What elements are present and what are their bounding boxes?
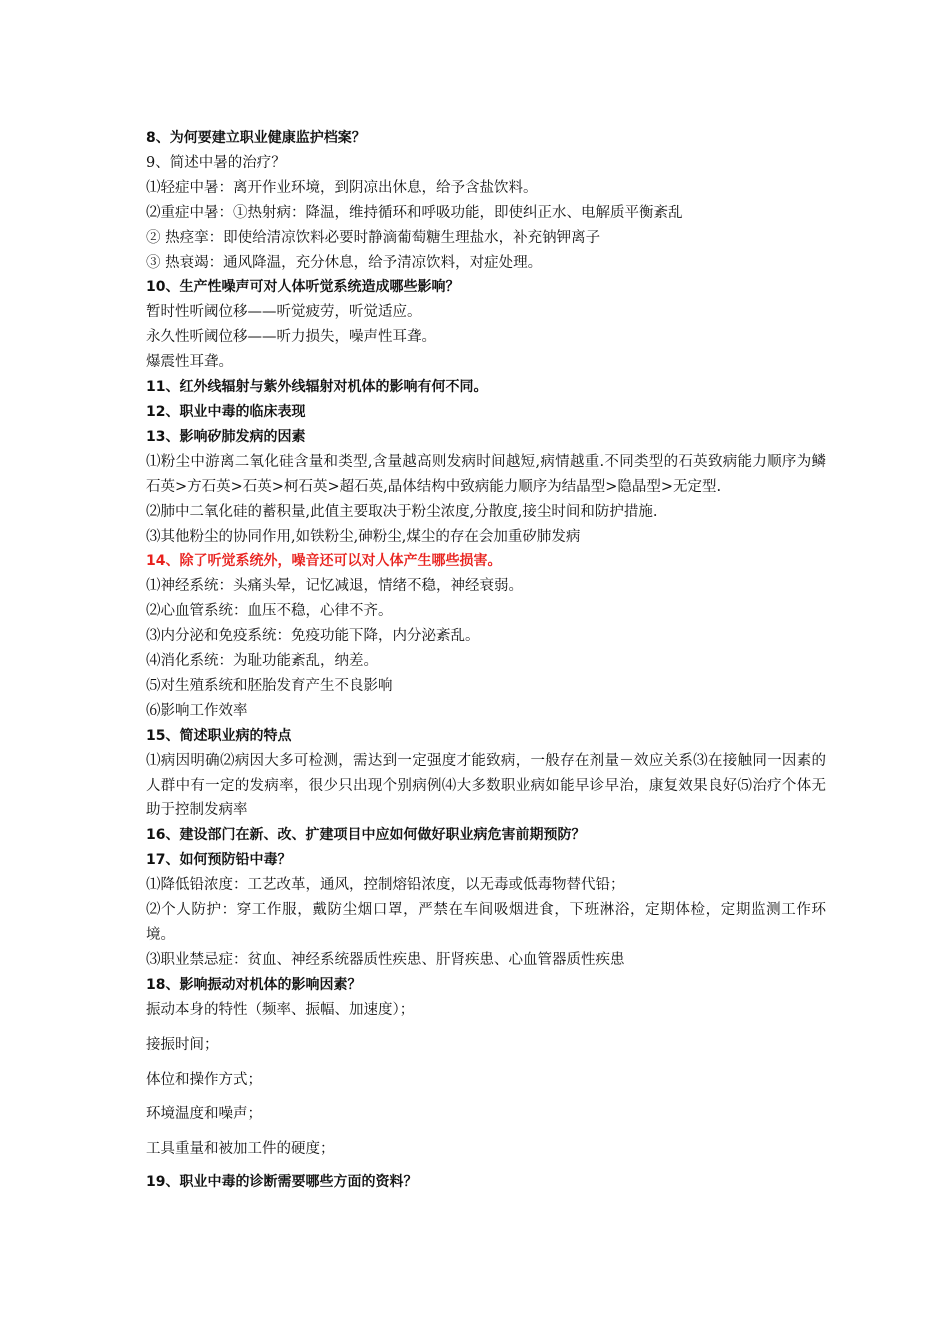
answer-line: ② 热痉挛：即使给清凉饮料必要时静滴葡萄糖生理盐水，补充钠钾离子 (146, 229, 601, 246)
answer-line: 永久性听阈位移——听力损失，噪声性耳聋。 (146, 329, 436, 346)
answer-line: ⑷消化系统：为耻功能紊乱，纳差。 (146, 653, 378, 670)
question-18: 18、影响振动对机体的影响因素？ (146, 976, 362, 993)
answer-line: ⑴降低铅浓度：工艺改革，通风，控制熔铅浓度，以无毒或低毒物替代铅； (146, 877, 625, 894)
answer-paragraph: ⑵个人防护：穿工作服，戴防尘烟口罩，严禁在车间吸烟进食，下班淋浴，定期体检，定期监测工作环境。 (146, 902, 826, 943)
answer-line: ⑵肺中二氧化硅的蓄积量,此值主要取决于粉尘浓度,分散度,接尘时间和防护措施. (146, 503, 658, 520)
answer-line: ⑴神经系统：头痛头晕，记忆减退，情绪不稳，神经衰弱。 (146, 578, 523, 595)
answer-line: 振动本身的特性（频率、振幅、加速度）； (146, 1001, 415, 1018)
answer-line: 暂时性听阈位移——听觉疲劳，听觉适应。 (146, 304, 422, 321)
answer-line: ⑴轻症中暑：离开作业环境，到阴凉出休息，给予含盐饮料。 (146, 179, 538, 196)
question-10: 10、生产性噪声可对人体听觉系统造成哪些影响？ (146, 279, 460, 296)
document-page (146, 126, 826, 1195)
question-19: 19、职业中毒的诊断需要哪些方面的资料？ (146, 1174, 418, 1191)
question-14-highlighted: 14、除了听觉系统外，噪音还可以对人体产生哪些损害。 (146, 553, 502, 570)
answer-line: 体位和操作方式； (146, 1071, 262, 1088)
question-16: 16、建设部门在新、改、扩建项目中应如何做好职业病危害前期预防？ (146, 827, 586, 844)
question-12: 12、职业中毒的临床表现 (146, 403, 306, 420)
answer-line: 环境温度和噪声； (146, 1106, 262, 1123)
answer-line: 爆震性耳聋。 (146, 354, 233, 371)
answer-line: 工具重量和被加工件的硬度； (146, 1141, 335, 1158)
question-8: 8、为何要建立职业健康监护档案？ (146, 130, 366, 146)
answer-line: 接振时间； (146, 1036, 219, 1053)
answer-line: ⑵心血管系统：血压不稳，心律不齐。 (146, 603, 393, 620)
answer-line: ⑸对生殖系统和胚胎发育产生不良影响 (146, 677, 393, 694)
question-17: 17、如何预防铅中毒？ (146, 852, 292, 869)
answer-line: ⑶职业禁忌症：贫血、神经系统器质性疾患、肝肾疾患、心血管器质性疾患 (146, 951, 625, 968)
answer-line: ⑵重症中暑：①热射病：降温，维持循环和呼吸功能，即使纠正水、电解质平衡紊乱 (146, 204, 683, 221)
answer-paragraph: ⑴病因明确⑵病因大多可检测，需达到一定强度才能致病，一般存在剂量－效应关系⑶在接触同一因素的人群中有一定的发病率，很少只出现个别病例⑷大多数职业病如能早诊早治，康复效果良好⑸治疗个体无助于控制发病率 (146, 752, 826, 819)
answer-line: ⑹影响工作效率 (146, 702, 248, 719)
answer-line: ⑶内分泌和免疫系统：免疫功能下降，内分泌紊乱。 (146, 628, 480, 645)
answer-line: ③ 热衰竭：通风降温，充分休息，给予清凉饮料，对症处理。 (146, 254, 543, 271)
answer-line: ⑶其他粉尘的协同作用,如铁粉尘,砷粉尘,煤尘的存在会加重矽肺发病 (146, 528, 581, 545)
question-9: 9、简述中暑的治疗？ (146, 154, 286, 171)
question-11: 11、红外线辐射与紫外线辐射对机体的影响有何不同。 (146, 379, 488, 396)
question-15: 15、简述职业病的特点 (146, 727, 292, 744)
answer-paragraph: ⑴粉尘中游离二氧化硅含量和类型,含量越高则发病时间越短,病情越重.不同类型的石英致病能力顺序为鳞石英>方石英>石英>柯石英>超石英,晶体结构中致病能力顺序为结晶型>隐晶型>无定型. (146, 453, 826, 495)
question-13: 13、影响矽肺发病的因素 (146, 428, 306, 445)
